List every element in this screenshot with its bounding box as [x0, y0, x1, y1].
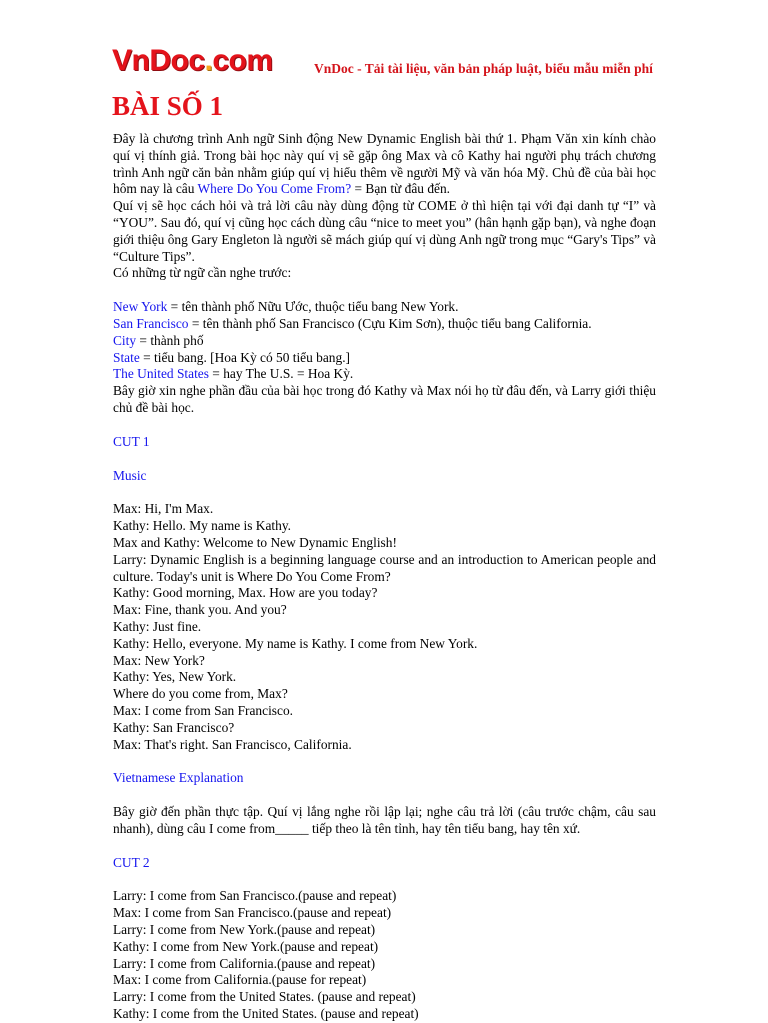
dialogue-line: Max: Hi, I'm Max.	[113, 501, 214, 517]
dialogue-line: Larry: I come from New York.(pause and repeat)	[113, 922, 376, 938]
cut2-dialogue	[113, 888, 656, 1022]
dialogue-line: Kathy: Just fine.	[113, 618, 202, 634]
intro-paragraph: Đây là chương trình Anh ngữ Sinh động New Dynamic English bài thứ 1. Phạm Văn xin kính chào quí vị thính giả. Trong bài học này quí vị sẽ gặp ông Max và cô Kathy hai người phụ trách chương trình Anh ngữ căn bản nhằm giúp quí vị hiểu thêm về người Mỹ và văn hóa Mỹ. Chủ đề của bài học hôm nay là câu Where Do You Come From? = Bạn từ đâu đến.	[113, 131, 656, 197]
vn-explanation-heading: Vietnamese Explanation	[113, 770, 244, 786]
dialogue-line: Kathy: Yes, New York.	[113, 669, 237, 685]
dialogue-line: Max and Kathy: Welcome to New Dynamic English!	[113, 534, 397, 550]
music-label: Music	[113, 467, 147, 483]
dialogue-line: Max: I come from San Francisco.(pause and repeat)	[113, 905, 392, 921]
vn-explanation-text: Bây giờ đến phần thực tập. Quí vị lắng nghe rồi lập lại; nghe câu trả lời (câu trước chậm, câu sau nhanh), dùng câu I come from_____ tiếp theo là tên tỉnh, hay tên tiểu bang, hay tên xứ.	[113, 804, 656, 836]
dialogue-line: Max: I come from San Francisco.	[113, 702, 293, 718]
dialogue-line: Kathy: San Francisco?	[113, 719, 235, 735]
intro-paragraph-2: Quí vị sẽ học cách hỏi và trả lời câu này dùng động từ COME ở thì hiện tại với đại danh tự “I” và “YOU”. Sau đó, quí vị cũng học cách dùng câu “nice to meet you” (hân hạnh gặp bạn), và nghe đoạn giới thiệu ông Gary Engleton là người sẽ mách giúp quí vị dùng Anh ngữ trong mục “Gary's Tips” và “Culture Tips”.	[113, 198, 656, 264]
cut2-heading: CUT 2	[113, 854, 150, 870]
dialogue-line: Kathy: I come from New York.(pause and repeat)	[113, 938, 379, 954]
dialogue-line: Kathy: Hello, everyone. My name is Kathy. I come from New York.	[113, 635, 478, 651]
cut1-dialogue	[113, 501, 656, 753]
dialogue-line: Kathy: I come from the United States. (pause and repeat)	[113, 1006, 419, 1022]
vocab-list	[113, 299, 656, 383]
dialogue-line: Max: That's right. San Francisco, California.	[113, 736, 352, 752]
lesson-title: BÀI SỐ 1	[112, 91, 224, 121]
header-tagline: VnDoc - Tải tài liệu, văn bản pháp luật, biểu mẫu miễn phí	[314, 61, 653, 76]
lesson-content	[113, 131, 656, 1023]
dialogue-line: Max: I come from California.(pause for repeat)	[113, 972, 367, 988]
page-header	[112, 44, 662, 80]
dialogue-line: Max: Fine, thank you. And you?	[113, 602, 287, 618]
dialogue-line: Larry: I come from California.(pause and repeat)	[113, 955, 376, 971]
cut1-heading: CUT 1	[113, 433, 150, 449]
vocab-item: San Francisco = tên thành phố San Francisco (Cựu Kim Sơn), thuộc tiểu bang California.	[113, 315, 592, 331]
dialogue-line: Where do you come from, Max?	[113, 686, 288, 702]
vocab-item: New York = tên thành phố Nữu Ước, thuộc tiểu bang New York.	[113, 299, 459, 315]
dialogue-line: Larry: I come from the United States. (pause and repeat)	[113, 989, 416, 1005]
vocab-item: City = thành phố	[113, 332, 204, 348]
vocab-item: State = tiểu bang. [Hoa Kỳ có 50 tiểu bang.]	[113, 349, 350, 365]
vocab-followup: Bây giờ xin nghe phần đầu của bài học trong đó Kathy và Max nói họ từ đâu đến, và Larry giới thiệu chủ đề bài học.	[113, 383, 656, 415]
vndoc-logo[interactable]: VnDoc.com	[112, 44, 273, 77]
dialogue-line: Larry: I come from San Francisco.(pause and repeat)	[113, 888, 397, 904]
intro-paragraph-3: Có những từ ngữ cần nghe trước:	[113, 265, 292, 281]
dialogue-line: Larry: Dynamic English is a beginning language course and an introduction to American people and culture. Today's unit is Where Do You Come From?	[113, 551, 656, 584]
topic-link[interactable]: Where Do You Come From?	[197, 181, 352, 197]
dialogue-line: Kathy: Good morning, Max. How are you today?	[113, 585, 378, 601]
dialogue-line: Kathy: Hello. My name is Kathy.	[113, 518, 292, 534]
vocab-item: The United States = hay The U.S. = Hoa Kỳ.	[113, 366, 354, 382]
dialogue-line: Max: New York?	[113, 652, 205, 668]
